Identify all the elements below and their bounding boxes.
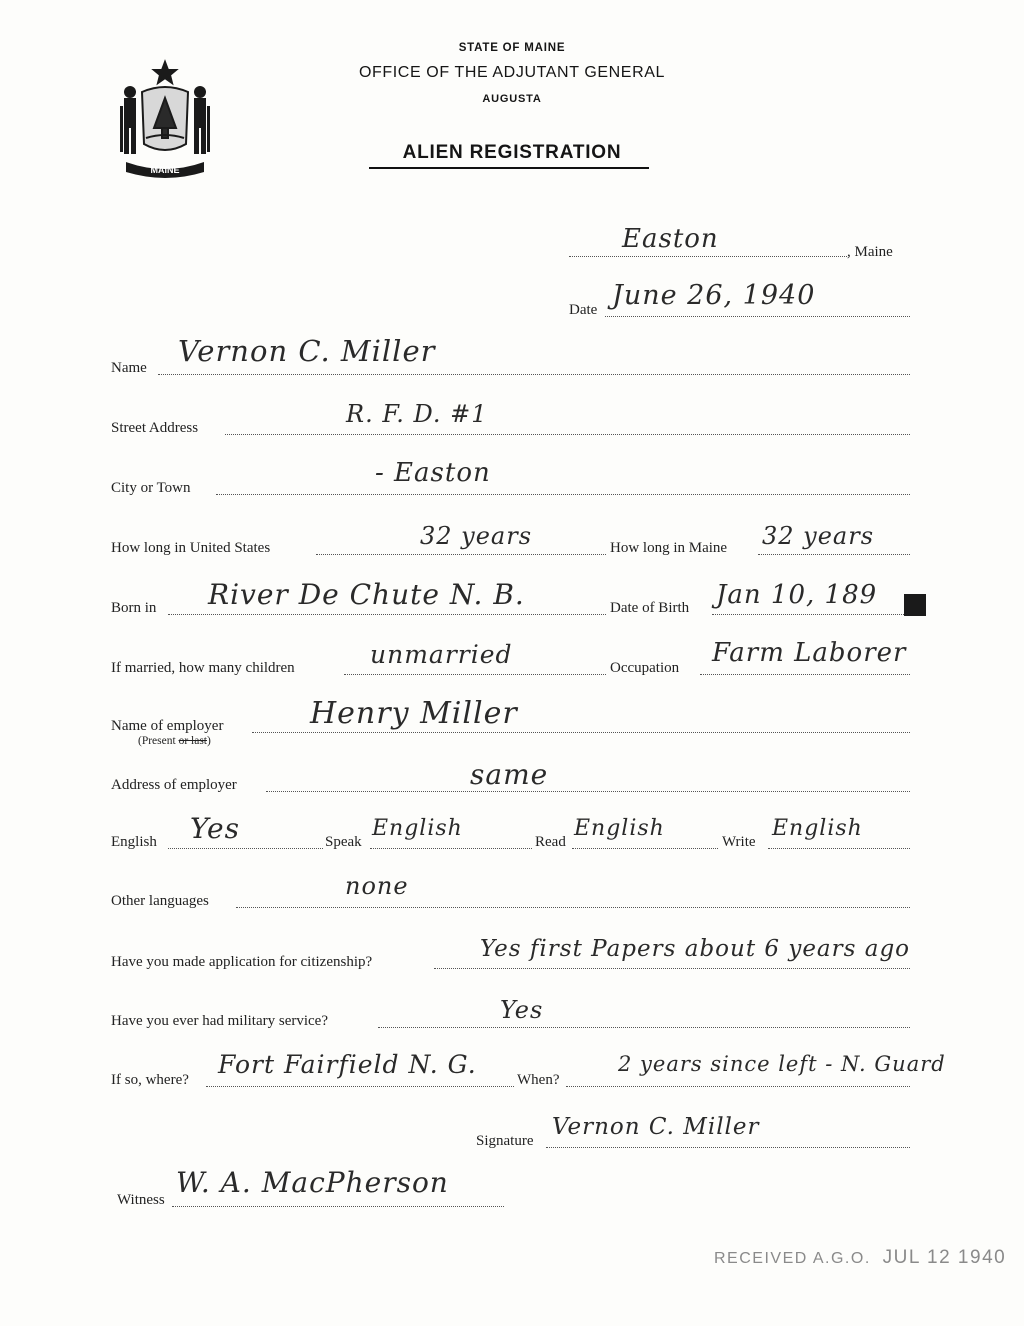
- maine-duration-label: How long in Maine: [610, 540, 728, 556]
- city-value: - Easton: [375, 458, 491, 488]
- name-line: [158, 374, 910, 375]
- us-duration-label: How long in United States: [111, 540, 271, 556]
- military-value: Yes: [500, 996, 544, 1024]
- english-value: Yes: [190, 812, 240, 845]
- signature-value: Vernon C. Miller: [552, 1114, 760, 1140]
- date-value: June 26, 1940: [612, 280, 816, 311]
- citizenship-label: Have you made application for citizenship?: [111, 954, 373, 970]
- where-line: [206, 1086, 514, 1087]
- maine-duration-value: 32 years: [762, 522, 875, 550]
- speak-label: Speak: [325, 834, 362, 850]
- write-label: Write: [722, 834, 756, 850]
- town-value: Easton: [622, 224, 719, 254]
- city-label: City or Town: [111, 480, 191, 496]
- military-line: [378, 1027, 910, 1028]
- speak-value: English: [372, 816, 463, 841]
- english-label: English: [111, 834, 157, 850]
- town-line: [569, 256, 847, 257]
- citizenship-value: Yes first Papers about 6 years ago: [480, 936, 911, 962]
- employer-name-label: Name of employer: [111, 718, 224, 734]
- header-office: OFFICE OF THE ADJUTANT GENERAL: [358, 64, 666, 81]
- witness-label: Witness: [117, 1192, 165, 1208]
- signature-line: [546, 1147, 910, 1148]
- children-value: unmarried: [370, 640, 513, 669]
- employer-address-label: Address of employer: [111, 777, 237, 793]
- form-title: ALIEN REGISTRATION: [402, 142, 622, 163]
- city-line: [216, 494, 910, 495]
- military-label: Have you ever had military service?: [111, 1013, 328, 1029]
- header-state: STATE OF MAINE: [458, 42, 566, 54]
- maine-label: , Maine: [847, 244, 893, 260]
- speak-line: [370, 848, 532, 849]
- us-duration-line: [316, 554, 606, 555]
- employer-address-value: same: [470, 758, 549, 791]
- svg-text:MAINE: MAINE: [150, 165, 180, 175]
- dob-value: Jan 10, 189: [716, 580, 878, 610]
- street-address-label: Street Address: [111, 420, 199, 436]
- read-label: Read: [535, 834, 566, 850]
- employer-note: (Present or last): [138, 735, 211, 747]
- other-languages-line: [236, 907, 910, 908]
- employer-name-line: [252, 732, 910, 733]
- employer-name-value: Henry Miller: [310, 696, 518, 731]
- other-languages-value: none: [345, 872, 409, 900]
- dob-line: [712, 614, 910, 615]
- maine-duration-line: [758, 554, 910, 555]
- employer-address-line: [266, 791, 910, 792]
- street-address-line: [225, 434, 910, 435]
- title-underline: [369, 167, 649, 169]
- received-stamp: RECEIVED A.G.O. JUL 12 1940: [714, 1247, 1007, 1268]
- occupation-label: Occupation: [610, 660, 680, 676]
- children-line: [344, 674, 606, 675]
- signature-label: Signature: [476, 1133, 534, 1149]
- when-line: [566, 1086, 910, 1087]
- read-value: English: [574, 816, 665, 841]
- when-label: When?: [517, 1072, 560, 1088]
- us-duration-value: 32 years: [420, 522, 533, 550]
- date-label: Date: [569, 302, 598, 318]
- write-value: English: [772, 816, 863, 841]
- street-address-value: R. F. D. #1: [346, 400, 488, 428]
- where-label: If so, where?: [111, 1072, 189, 1088]
- born-in-line: [168, 614, 606, 615]
- date-line: [605, 316, 910, 317]
- other-languages-label: Other languages: [111, 893, 209, 909]
- witness-value: W. A. MacPherson: [176, 1166, 449, 1199]
- children-label: If married, how many children: [111, 660, 295, 676]
- occupation-value: Farm Laborer: [712, 638, 907, 668]
- dob-label: Date of Birth: [610, 600, 690, 616]
- witness-line: [172, 1206, 504, 1207]
- when-value: 2 years since left - N. Guard: [618, 1052, 946, 1076]
- read-line: [572, 848, 718, 849]
- english-line: [168, 848, 323, 849]
- born-in-value: River De Chute N. B.: [208, 578, 525, 611]
- header-city: AUGUSTA: [482, 93, 542, 105]
- write-line: [768, 848, 910, 849]
- born-in-label: Born in: [111, 600, 157, 616]
- where-value: Fort Fairfield N. G.: [218, 1050, 477, 1079]
- citizenship-line: [434, 968, 910, 969]
- dob-scribble: [904, 594, 926, 616]
- name-label: Name: [111, 360, 147, 376]
- name-value: Vernon C. Miller: [178, 334, 436, 368]
- occupation-line: [700, 674, 910, 675]
